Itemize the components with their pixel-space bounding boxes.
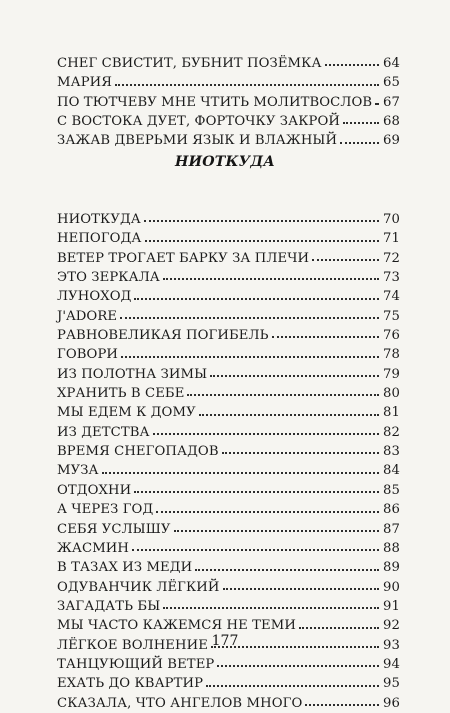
toc-entry-title: А ЧЕРЕЗ ГОД bbox=[57, 502, 154, 518]
toc-entry bbox=[57, 249, 400, 268]
toc-leader-dots bbox=[153, 433, 379, 435]
toc-entry-page: 75 bbox=[383, 308, 400, 324]
toc-entry-page: 70 bbox=[383, 212, 400, 227]
toc-entry bbox=[57, 54, 400, 73]
toc-entry-title: ЖАСМИН bbox=[57, 540, 129, 556]
toc-entry bbox=[57, 442, 400, 461]
toc-entry-title: ВЕТЕР ТРОГАЕТ БАРКУ ЗА ПЛЕЧИ bbox=[57, 250, 310, 266]
toc-entry-page: 88 bbox=[383, 540, 400, 556]
toc-entry-page: 93 bbox=[383, 637, 400, 653]
toc-entry-page: 69 bbox=[383, 133, 400, 149]
toc-entry-title: СКАЗАЛА, ЧТО АНГЕЛОВ МНОГО bbox=[57, 695, 303, 711]
toc-entry-page: 68 bbox=[383, 114, 400, 130]
toc-entry-title: С ВОСТОКА ДУЕТ, ФОРТОЧКУ ЗАКРОЙ bbox=[57, 114, 340, 130]
toc-entry-title: СНЕГ СВИСТИТ, БУБНИТ ПОЗЁМКА bbox=[57, 56, 322, 71]
toc-leader-dots bbox=[195, 569, 379, 571]
toc-leader-dots bbox=[199, 414, 379, 416]
toc-leader-dots bbox=[206, 685, 379, 687]
toc-leader-dots bbox=[121, 356, 379, 358]
toc-list-top bbox=[57, 54, 400, 151]
toc-entry-page: 67 bbox=[383, 94, 400, 110]
toc-leader-dots bbox=[343, 122, 379, 124]
toc-leader-dots bbox=[210, 375, 379, 377]
toc-entry-page: 82 bbox=[383, 424, 400, 440]
toc-entry bbox=[57, 384, 400, 403]
toc-leader-dots bbox=[156, 511, 379, 513]
toc-entry-page: 76 bbox=[383, 328, 400, 344]
toc-entry-title: НИОТКУДА bbox=[57, 212, 141, 227]
page-number: 177 bbox=[211, 633, 239, 649]
toc-entry-title: НЕПОГОДА bbox=[57, 231, 142, 247]
toc-entry-page: 71 bbox=[383, 231, 400, 247]
toc-entry-title: МЫ ЕДЕМ К ДОМУ bbox=[57, 405, 196, 421]
toc-entry bbox=[57, 326, 400, 345]
toc-leader-dots bbox=[174, 530, 379, 532]
toc-entry-page: 96 bbox=[383, 695, 400, 711]
toc-entry bbox=[57, 461, 400, 480]
toc-entry bbox=[57, 287, 400, 306]
toc-leader-dots bbox=[145, 240, 380, 242]
toc-entry-page: 89 bbox=[383, 560, 400, 576]
toc-entry-title: ЗАГАДАТЬ БЫ bbox=[57, 598, 161, 614]
toc-entry-title: ЛЁГКОЕ ВОЛНЕНИЕ bbox=[57, 637, 208, 653]
toc-entry-title: В ТАЗАХ ИЗ МЕДИ bbox=[57, 560, 193, 576]
toc-entry-page: 72 bbox=[383, 250, 400, 266]
toc-entry-page: 74 bbox=[383, 289, 400, 305]
toc-leader-dots bbox=[223, 588, 379, 590]
toc-entry-page: 90 bbox=[383, 579, 400, 595]
toc-entry bbox=[57, 307, 400, 326]
toc-entry bbox=[57, 345, 400, 364]
toc-leader-dots bbox=[299, 627, 379, 629]
toc-entry-title: ЛУНОХОД bbox=[57, 289, 132, 305]
toc-entry-title: ИЗ ПОЛОТНА ЗИМЫ bbox=[57, 366, 208, 382]
toc-entry-title: ГОВОРИ bbox=[57, 347, 119, 363]
toc-entry-page: 92 bbox=[383, 618, 400, 634]
toc-entry-title: РАВНОВЕЛИКАЯ ПОГИБЕЛЬ bbox=[57, 328, 269, 344]
toc-entry-title: ТАНЦУЮЩИЙ ВЕТЕР bbox=[57, 656, 215, 672]
toc-entry bbox=[57, 694, 400, 713]
toc-entry-page: 87 bbox=[383, 521, 400, 537]
toc-entry-page: 86 bbox=[383, 502, 400, 518]
toc-leader-dots bbox=[163, 607, 379, 609]
toc-entry-title: ЕХАТЬ ДО КВАРТИР bbox=[57, 676, 204, 692]
toc-entry-page: 85 bbox=[383, 482, 400, 498]
toc-entry-title: МУЗА bbox=[57, 463, 99, 479]
toc-entry-title: ОДУВАНЧИК ЛЁГКИЙ bbox=[57, 579, 220, 595]
toc-entry-page: 79 bbox=[383, 366, 400, 382]
toc-leader-dots bbox=[222, 452, 379, 454]
toc-entry-page: 80 bbox=[383, 386, 400, 402]
toc-entry bbox=[57, 578, 400, 597]
toc-entry-page: 84 bbox=[383, 463, 400, 479]
toc-entry bbox=[57, 210, 400, 229]
toc-entry-page: 73 bbox=[383, 270, 400, 286]
toc-leader-dots bbox=[132, 549, 379, 551]
toc-entry-page: 95 bbox=[383, 676, 400, 692]
toc-entry bbox=[57, 268, 400, 287]
toc-entry bbox=[57, 131, 400, 150]
toc-entry bbox=[57, 73, 400, 92]
toc-entry-title: J'ADORE bbox=[57, 308, 118, 324]
toc-entry bbox=[57, 403, 400, 422]
toc-entry-page: 91 bbox=[383, 598, 400, 614]
toc-leader-dots bbox=[134, 298, 379, 300]
toc-leader-dots bbox=[144, 220, 379, 222]
toc-entry-page: 65 bbox=[383, 75, 400, 91]
toc-entry bbox=[57, 93, 400, 112]
toc-entry bbox=[57, 229, 400, 248]
toc-entry-page: 81 bbox=[383, 405, 400, 421]
toc-leader-dots bbox=[102, 472, 379, 474]
toc-leader-dots bbox=[217, 665, 379, 667]
toc-leader-dots bbox=[340, 142, 379, 144]
toc-entry-title: МАРИЯ bbox=[57, 75, 113, 91]
toc-entry bbox=[57, 674, 400, 693]
toc-entry-title: ПО ТЮТЧЕВУ МНЕ ЧТИТЬ МОЛИТВОСЛОВ bbox=[57, 94, 373, 110]
section-title: НИОТКУДА bbox=[175, 154, 275, 170]
toc-entry-title: ЭТО ЗЕРКАЛА bbox=[57, 270, 160, 286]
toc-leader-dots bbox=[120, 317, 379, 319]
toc-entry bbox=[57, 520, 400, 539]
toc-leader-dots bbox=[305, 704, 379, 706]
toc-entry bbox=[57, 558, 400, 577]
toc-leader-dots bbox=[325, 64, 379, 66]
toc-entry-page: 83 bbox=[383, 444, 400, 460]
toc-entry-title: ОТДОХНИ bbox=[57, 482, 132, 498]
toc-leader-dots bbox=[272, 336, 379, 338]
toc-leader-dots bbox=[312, 259, 379, 261]
toc-entry-title: ХРАНИТЬ В СЕБЕ bbox=[57, 386, 185, 402]
toc-entry-title: ИЗ ДЕТСТВА bbox=[57, 424, 150, 440]
toc-entry bbox=[57, 500, 400, 519]
toc-entry bbox=[57, 539, 400, 558]
toc-leader-dots bbox=[163, 278, 379, 280]
toc-leader-dots bbox=[187, 394, 379, 396]
toc-entry bbox=[57, 597, 400, 616]
toc-entry-title: МЫ ЧАСТО КАЖЕМСЯ НЕ ТЕМИ bbox=[57, 618, 296, 634]
toc-entry bbox=[57, 112, 400, 131]
toc-entry-page: 64 bbox=[383, 56, 400, 71]
toc-entry-title: ВРЕМЯ СНЕГОПАДОВ bbox=[57, 444, 219, 460]
toc-entry-title: ЗАЖАВ ДВЕРЬМИ ЯЗЫК И ВЛАЖНЫЙ bbox=[57, 133, 338, 149]
toc-entry-page: 94 bbox=[383, 656, 400, 672]
toc-leader-dots bbox=[134, 491, 379, 493]
toc-entry bbox=[57, 365, 400, 384]
toc-leader-dots bbox=[375, 103, 379, 105]
toc-entry bbox=[57, 481, 400, 500]
toc-entry bbox=[57, 423, 400, 442]
toc-leader-dots bbox=[115, 84, 379, 86]
toc-entry bbox=[57, 655, 400, 674]
toc-entry-page: 78 bbox=[383, 347, 400, 363]
toc-entry-title: СЕБЯ УСЛЫШУ bbox=[57, 521, 171, 537]
